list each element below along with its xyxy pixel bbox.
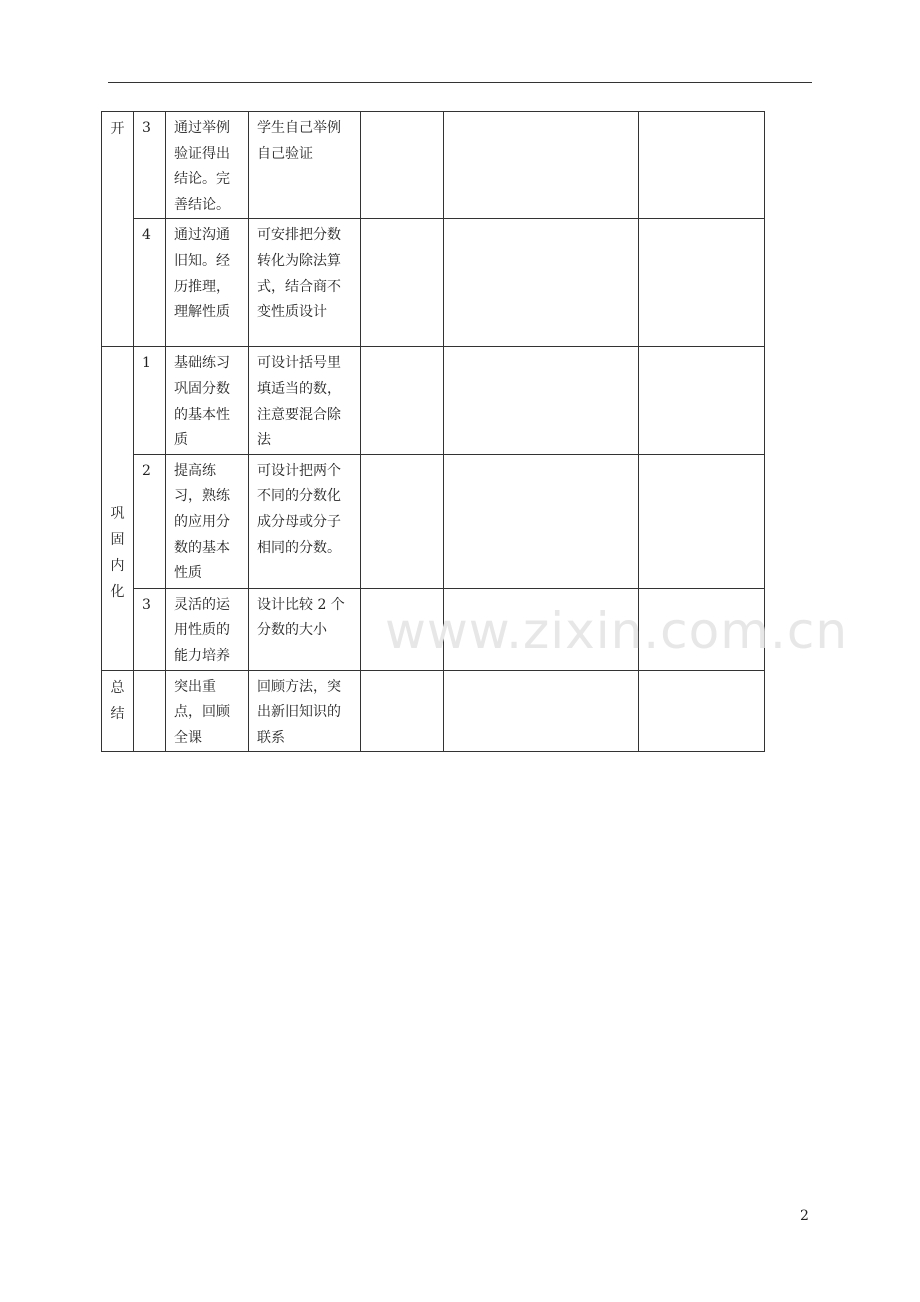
page-number: 2 — [800, 1208, 809, 1224]
empty-cell — [639, 112, 765, 219]
empty-cell — [444, 219, 639, 347]
watermark: www.zixin.com.cn — [385, 602, 849, 660]
section-label: 总结 — [110, 679, 125, 722]
step-number: 2 — [134, 454, 166, 588]
table-row — [102, 454, 765, 588]
table-row — [102, 347, 765, 454]
step-number: 3 — [134, 588, 166, 670]
empty-cell — [361, 219, 444, 347]
goal-cell: 基础练习巩固分数的基本性质 — [166, 347, 249, 454]
empty-cell — [444, 112, 639, 219]
section-summary-cell — [102, 670, 134, 752]
table-row — [102, 112, 765, 219]
empty-cell — [444, 454, 639, 588]
goal-cell: 灵活的运用性质的能力培养 — [166, 588, 249, 670]
section-open-cell — [102, 112, 134, 347]
header-rule — [108, 82, 812, 83]
step-number: 1 — [134, 347, 166, 454]
step-number — [134, 670, 166, 752]
section-label: 巩固内化 — [110, 506, 125, 601]
empty-cell — [639, 670, 765, 752]
note-cell: 回顾方法，突出新旧知识的联系 — [249, 670, 361, 752]
empty-cell — [639, 454, 765, 588]
empty-cell — [361, 347, 444, 454]
note-cell: 可安排把分数转化为除法算式，结合商不变性质设计 — [249, 219, 361, 347]
table-row — [102, 219, 765, 347]
table-row — [102, 670, 765, 752]
empty-cell — [361, 670, 444, 752]
note-cell: 设计比较 2 个分数的大小 — [249, 588, 361, 670]
note-cell: 可设计括号里填适当的数，注意要混合除法 — [249, 347, 361, 454]
empty-cell — [639, 219, 765, 347]
goal-cell: 通过举例验证得出结论。完善结论。 — [166, 112, 249, 219]
empty-cell — [444, 670, 639, 752]
goal-cell: 通过沟通旧知。经历推理，理解性质 — [166, 219, 249, 347]
section-label: 开 — [110, 121, 125, 137]
goal-cell: 提高练习，熟练的应用分数的基本性质 — [166, 454, 249, 588]
note-cell: 可设计把两个不同的分数化成分母或分子相同的分数。 — [249, 454, 361, 588]
goal-cell: 突出重点，回顾全课 — [166, 670, 249, 752]
empty-cell — [361, 454, 444, 588]
empty-cell — [361, 112, 444, 219]
section-consolidate-cell — [102, 347, 134, 670]
note-cell: 学生自己举例自己验证 — [249, 112, 361, 219]
empty-cell — [444, 347, 639, 454]
empty-cell — [639, 347, 765, 454]
step-number: 3 — [134, 112, 166, 219]
step-number: 4 — [134, 219, 166, 347]
